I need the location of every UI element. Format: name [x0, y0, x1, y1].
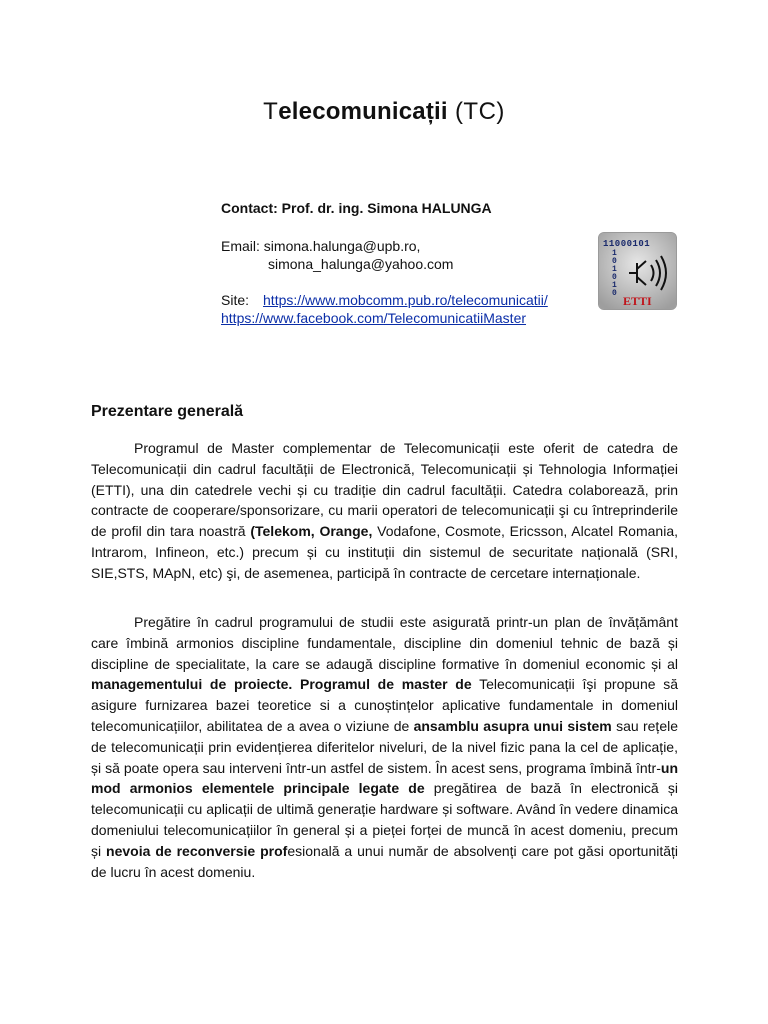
site-block	[221, 291, 548, 327]
email-primary: simona.halunga@upb.ro,	[263, 238, 421, 254]
paragraph-program-s9: pregătirea de bază în electronică și telecomunicații cu aplicații de ultimă generație hardware și software. Având în vedere dinamica domeniului telecomunicațiilor în general și a pieței forței de muncă în acest domeniu, precum și	[91, 780, 678, 859]
paragraph-intro-text-b: Vodafone, Cosmote, Ericsson, Alcatel Romania, Intrarom, Infineon, etc.) precum și cu instituții din sistemul de securitate națională (SRI, SIE,STS, MApN, etc) şi, de asemenea, participă în contracte de cercetare internaționale.	[91, 523, 678, 581]
email-block	[221, 237, 453, 273]
logo-etti-text: ETTI	[623, 294, 652, 308]
site-link-facebook[interactable]: https://www.facebook.com/TelecomunicatiiMaster	[221, 310, 527, 326]
email-label: Email:	[221, 238, 260, 254]
paragraph-intro-bold: (Telekom, Orange,	[250, 523, 373, 540]
paragraph-program-s8: un mod armonios elementele principale legate de	[91, 759, 678, 797]
site-label: Site:	[221, 292, 250, 308]
email-secondary: simona_halunga@yahoo.com	[268, 256, 454, 272]
paragraph-program-s1: Pregătire în cadrul programului de studii este asigurată printr-	[134, 614, 533, 630]
paragraph-program	[91, 612, 678, 882]
svg-text:1: 1	[612, 281, 617, 290]
logo-binary-side	[612, 249, 617, 298]
contact-line: Contact: Prof. dr. ing. Simona HALUNGA	[221, 200, 492, 216]
svg-text:0: 0	[612, 289, 617, 298]
logo-binary-top: 11000101	[603, 239, 651, 249]
document-title	[0, 98, 768, 126]
svg-text:0: 0	[612, 257, 617, 266]
svg-text:1: 1	[612, 265, 617, 274]
paragraph-intro	[91, 438, 678, 584]
paragraph-program-s5: Telecomunicații îşi propune să asigure furnizarea bazei teoretice si a cunoștințelor aplicative fundamentale in domeniul telecomunicațiilor, abilitatea de a avea o viziune de	[91, 676, 678, 734]
paragraph-program-s2: un plan de	[532, 614, 603, 630]
svg-text:1: 1	[612, 249, 617, 258]
paragraph-intro-text-a: Programul de Master complementar de Telecomunicații este oferit de catedra de Telecomunicații din cadrul facultății de Electronică, Telecomunicații și Tehnologia Informației (ETTI), una din catedrele vechi și cu tradiție din cadrul facultății. Catedra colaborează, prin contracte de cooperare/sponsorizare, cu marii operatori de telecomunicații şi cu întreprinderile de profil din tara noastră	[91, 440, 678, 540]
paragraph-program-s11: esională a unui număr de absolvenți care pot găsi oportunități de lucru în acest domeniu.	[91, 842, 679, 880]
title-first-letter: T	[263, 98, 279, 125]
paragraph-program-s4: managementului de proiecte. Programul de master de	[91, 676, 472, 693]
title-main: elecomunicații	[278, 98, 448, 125]
paragraph-program-s10: nevoia de reconversie prof	[106, 842, 288, 859]
site-link-mobcomm[interactable]: https://www.mobcomm.pub.ro/telecomunicatii/	[263, 292, 548, 308]
title-abbr: (TC)	[454, 98, 505, 125]
paragraph-program-s7: sau rețele de telecomunicații prin evidențierea diferitelor niveluri, de la nivel fizic pana la cel de aplicație, și să poate opera sau interveni într-un astfel de sistem. În acest sens, programa îmbină într-	[91, 717, 678, 776]
section-heading: Prezentare generală	[91, 403, 244, 420]
svg-text:0: 0	[612, 273, 617, 282]
paragraph-program-s3: învățământ care îmbină armonios discipline fundamentale, discipline din domeniul tehnic de bază și discipline de specialitate, la care se adaugă discipline formative în domeniul economic și al	[91, 614, 678, 672]
paragraph-program-s6: ansamblu asupra unui sistem	[413, 717, 612, 734]
etti-logo	[598, 232, 677, 310]
